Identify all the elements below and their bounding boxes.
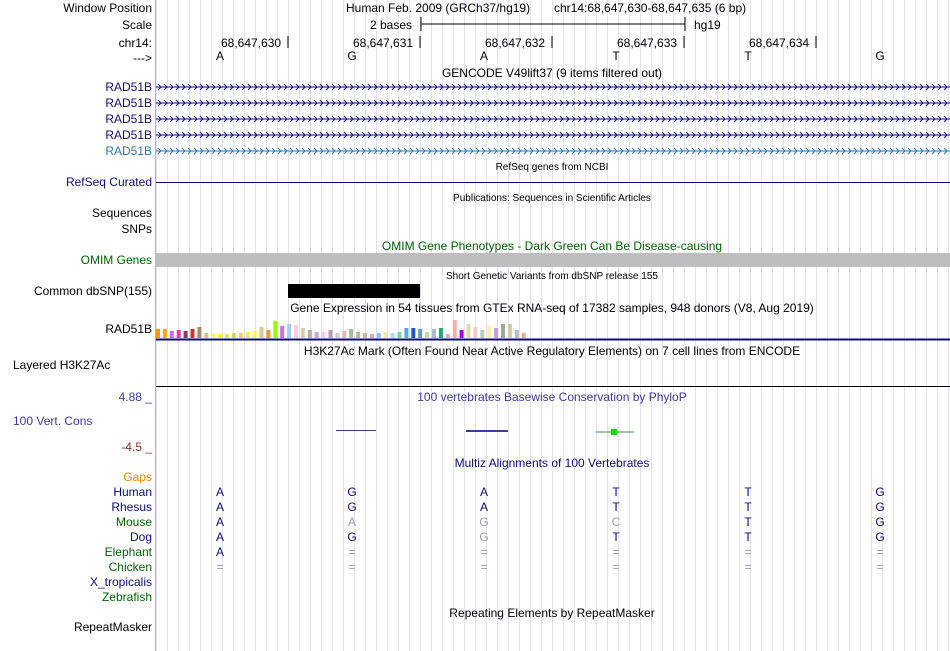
gtex-tissue-bar [225,334,229,338]
alignment-base: G [875,500,885,514]
gtex-tissue-bar [273,321,277,338]
alignment-base: A [215,545,225,559]
gtex-tissue-bar [515,330,519,338]
gtex-tissue-bar [156,329,160,338]
species-label: Human [113,485,152,499]
publications-track-label[interactable]: Sequences [91,206,152,220]
alignment-base: C [611,515,621,529]
gtex-bars [156,320,526,338]
gtex-tissue-bar [460,330,464,338]
gtex-tissue-bar [342,331,346,338]
alignment-base: = [612,560,620,574]
alignment-base: G [875,530,885,544]
gtex-tissue-bar [287,324,291,338]
alignment-base: G [347,485,357,499]
scale-bar [421,17,685,31]
alignment-base: A [215,530,225,544]
species-label: Mouse [115,515,152,529]
window-position[interactable]: chr14:68,647,630-68,647,635 (6 bp) [554,1,747,15]
gtex-tissue-bar [163,329,167,338]
alignment-base: G [875,485,885,499]
gtex-tissue-bar [508,324,512,338]
gtex-tissue-bar [197,327,201,338]
gtex-tissue-bar [280,326,284,338]
refseq-track-label[interactable]: RefSeq Curated [65,175,152,189]
gtex-tissue-bar [177,330,181,338]
gtex-tissue-bar [391,333,395,338]
species-label: Chicken [108,560,152,574]
multiz-track-title[interactable]: Multiz Alignments of 100 Vertebrates [454,456,650,470]
base-letter: A [479,49,489,63]
track-label-column [0,0,155,651]
h3k27ac-track-label[interactable]: Layered H3K27Ac [13,358,111,372]
omim-track-label[interactable]: OMIM Genes [80,253,152,267]
gtex-tissue-bar [211,334,215,338]
alignment-base: T [744,485,752,499]
gtex-tissue-bar [170,331,174,338]
gtex-tissue-bar [308,330,312,338]
alignment-base: A [479,500,489,514]
gtex-tissue-bar [480,330,484,338]
base-letter: A [215,49,225,63]
publications-track-title[interactable]: Publications: Sequences in Scientific Articles [453,193,651,204]
base-letter: T [612,49,620,63]
gtex-tissue-bar [473,327,477,338]
coord-label: 68,647,634 [749,36,810,50]
alignment-base: T [744,500,752,514]
assembly-name: Human Feb. 2009 (GRCh37/hg19) [346,1,531,15]
gtex-tissue-bar [253,331,257,338]
strand-label: ---> [133,51,152,65]
gtex-tissue-bar [356,332,360,338]
alignment-base: G [479,515,489,529]
species-label: Dog [129,530,152,544]
alignment-base: = [480,545,488,559]
coord-ticks [288,36,816,48]
gtex-tissue-bar [370,334,374,338]
gtex-tissue-bar [425,332,429,338]
alignment-base: = [480,560,488,574]
gtex-tissue-bar [239,333,243,338]
gtex-tissue-bar [522,333,526,338]
dbsnp-track-title[interactable]: Short Genetic Variants from dbSNP release 155 [446,271,658,282]
repeatmasker-track-title[interactable]: Repeating Elements by RepeatMasker [449,606,655,620]
gtex-tissue-bar [246,332,250,338]
gtex-tissue-bar [204,333,208,338]
phylop-track-label[interactable]: 100 Vert. Cons [13,414,93,428]
scale-value: 2 bases [370,18,413,32]
gtex-tissue-bar [398,332,402,338]
base-letter: T [744,49,752,63]
alignment-base: A [347,515,357,529]
gtex-tissue-bar [411,328,415,338]
gtex-track-title[interactable]: Gene Expression in 54 tissues from GTEx RNA-seq of 17382 samples, 948 donors (V8, Aug 2019) [290,301,814,315]
alignment-base: = [612,545,620,559]
alignment-base: T [612,530,620,544]
alignment-base: A [215,485,225,499]
alignment-base: A [215,515,225,529]
gtex-tissue-bar [335,333,339,338]
chrom-label: chr14: [118,36,152,50]
alignment-base: T [744,515,752,529]
base-letter: G [347,49,357,63]
gtex-tissue-bar [218,334,222,338]
scale-db: hg19 [694,18,721,32]
dbsnp-track-label[interactable]: Common dbSNP(155) [33,284,152,298]
alignment-base: G [875,515,885,529]
coord-label: 68,647,631 [353,36,414,50]
alignment-base: = [876,545,884,559]
alignment-base: = [744,560,752,574]
gencode-item-label[interactable]: RAD51B [105,128,152,142]
gtex-tissue-bar [467,324,471,338]
gtex-tissue-bar [446,334,450,338]
gencode-item-label[interactable]: RAD51B [105,80,152,94]
gtex-tissue-bar [301,328,305,338]
species-label: Elephant [104,545,152,559]
gencode-item-label[interactable]: RAD51B [105,112,152,126]
gtex-tissue-bar [404,328,408,338]
base-letter: G [875,49,885,63]
gtex-tissue-bar [266,330,270,338]
coord-label: 68,647,632 [485,36,546,50]
phylop-min-label: -4.5 _ [121,440,152,454]
alignment-base: T [612,485,620,499]
gaps-label: Gaps [123,470,152,484]
dbsnp-feature [288,284,420,298]
alignment-base: T [612,500,620,514]
window-position-label: Window Position [63,1,152,15]
alignment-base: = [348,545,356,559]
gtex-tissue-bar [494,328,498,338]
gtex-tissue-bar [294,325,298,338]
gtex-track-label[interactable]: RAD51B [105,322,152,336]
gtex-tissue-bar [432,329,436,338]
gtex-tissue-bar [453,320,457,338]
gtex-tissue-bar [363,333,367,338]
gtex-tissue-bar [439,328,443,338]
alignment-base: G [347,500,357,514]
gtex-tissue-bar [377,333,381,338]
gtex-tissue-bar [184,331,188,338]
h3k27ac-track-title[interactable]: H3K27Ac Mark (Often Found Near Active Regulatory Elements) on 7 cell lines from ENCODE [303,344,801,358]
scale-label: Scale [121,18,152,32]
gencode-item-label[interactable]: RAD51B [105,96,152,110]
gtex-tissue-bar [191,329,195,338]
alignment-base: G [347,530,357,544]
gencode-item-label[interactable]: RAD51B [105,144,152,158]
gtex-tissue-bar [315,332,319,338]
alignment-base: = [744,545,752,559]
species-label: Zebrafish [101,590,152,604]
gtex-tissue-bar [349,329,353,338]
species-label: Rhesus [111,500,152,514]
alignment-base: = [216,560,224,574]
omim-feature [156,253,950,267]
gtex-tissue-bar [260,327,264,338]
coord-label: 68,647,633 [617,36,678,50]
alignment-base: G [479,530,489,544]
track-data-area[interactable] [156,0,950,651]
gencode-track-title[interactable]: GENCODE V49lift37 (9 items filtered out) [441,66,663,80]
species-label: X_tropicalis [89,575,152,589]
gtex-tissue-bar [329,330,333,338]
gtex-tissue-bar [487,326,491,338]
omim-track-title[interactable]: OMIM Gene Phenotypes - Dark Green Can Be Disease-causing [381,239,723,253]
alignment-base: T [744,530,752,544]
refseq-track-title[interactable]: RefSeq genes from NCBI [495,162,609,173]
repeatmasker-track-label[interactable]: RepeatMasker [73,620,152,634]
alignment-base: = [348,560,356,574]
gtex-tissue-bar [418,329,422,338]
phylop-marks [336,429,634,435]
gtex-tissue-bar [232,333,236,338]
gencode-transcripts [156,84,950,154]
gtex-tissue-bar [384,332,388,338]
alignment-base: A [215,500,225,514]
alignment-base: = [876,560,884,574]
gtex-tissue-bar [322,332,326,338]
coord-label: 68,647,630 [221,36,282,50]
alignment-base: A [479,485,489,499]
phylop-max-label: 4.88 _ [118,390,152,404]
phylop-track-title[interactable]: 100 vertebrates Basewise Conservation by PhyloP [417,390,687,404]
snps-track-label[interactable]: SNPs [121,222,152,236]
track-graphics [156,0,950,651]
gtex-tissue-bar [501,324,505,338]
